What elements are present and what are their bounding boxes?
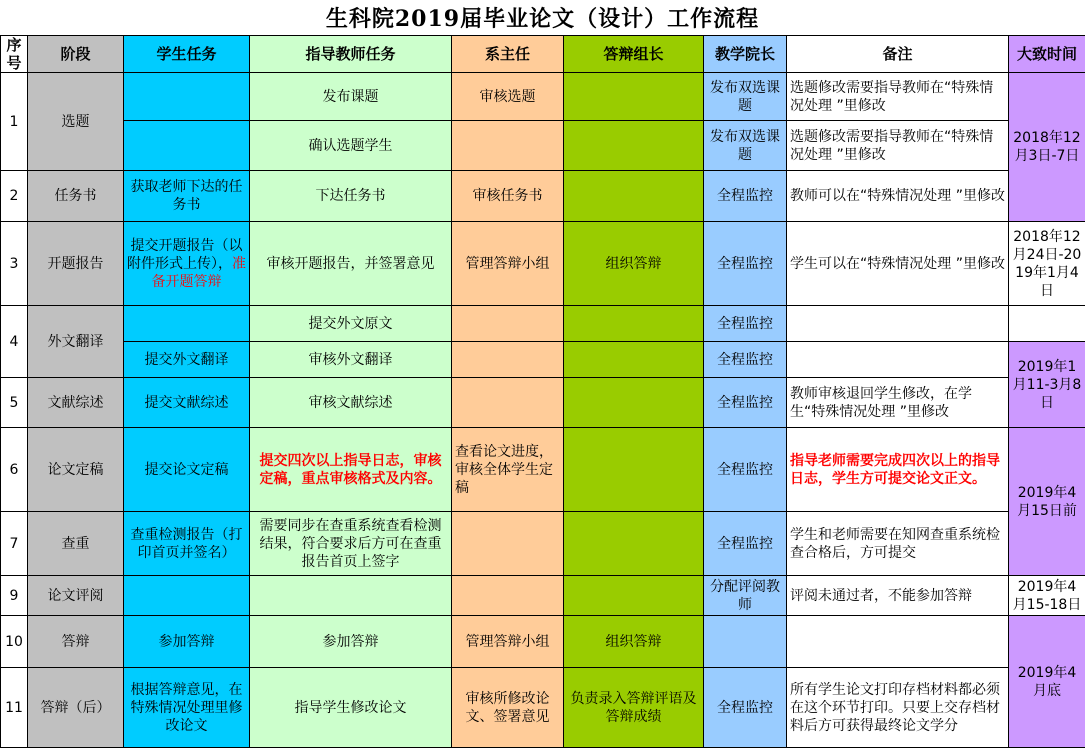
row-num: 6	[1, 428, 28, 512]
header-dept: 系主任	[452, 36, 564, 73]
note: 学生和老师需要在知网查重系统检查合格后，方可提交	[787, 512, 1009, 576]
teacher-task: 参加答辩	[250, 616, 452, 668]
dept-task: 管理答辩小组	[452, 616, 564, 668]
student-task	[124, 576, 250, 616]
dean-task	[704, 616, 787, 668]
teacher-task: 需要同步在查重系统查看检测结果，符合要求后方可在查重报告首页上签字	[250, 512, 452, 576]
dept-task	[452, 378, 564, 428]
dept-task: 审核所修改论文、签署意见	[452, 668, 564, 748]
table-row	[1, 73, 1085, 121]
teacher-task: 提交四次以上指导日志，审核定稿，重点审核格式及内容。	[250, 428, 452, 512]
defense-task	[564, 428, 704, 512]
dept-task: 管理答辩小组	[452, 222, 564, 306]
dean-task: 分配评阅教师	[704, 576, 787, 616]
header-note: 备注	[787, 36, 1009, 73]
defense-task: 组织答辩	[564, 222, 704, 306]
table-row	[1, 222, 1085, 306]
dean-task: 全程监控	[704, 512, 787, 576]
note: 教师可以在“特殊情况处理 ”里修改	[787, 171, 1009, 222]
student-task: 获取老师下达的任务书	[124, 171, 250, 222]
teacher-task: 审核文献综述	[250, 378, 452, 428]
student-task	[124, 306, 250, 342]
time-range: 2018年12月24日-2019年1月4日	[1009, 222, 1085, 306]
dean-task: 发布双选课题	[704, 73, 787, 121]
dean-task: 全程监控	[704, 222, 787, 306]
table-row	[1, 616, 1085, 668]
note	[787, 616, 1009, 668]
workflow-table	[0, 35, 1085, 748]
student-task: 查重检测报告（打印首页并签名）	[124, 512, 250, 576]
time-range: 2019年4月15日前	[1009, 428, 1085, 576]
student-task: 提交论文定稿	[124, 428, 250, 512]
dean-task: 全程监控	[704, 342, 787, 378]
dean-task: 全程监控	[704, 428, 787, 512]
teacher-task: 审核外文翻译	[250, 342, 452, 378]
note	[787, 306, 1009, 342]
row-num: 9	[1, 576, 28, 616]
teacher-task	[250, 576, 452, 616]
row-stage: 选题	[28, 73, 124, 171]
row-stage: 开题报告	[28, 222, 124, 306]
teacher-task: 确认选题学生	[250, 121, 452, 171]
row-stage: 任务书	[28, 171, 124, 222]
defense-task: 负责录入答辩评语及答辩成绩	[564, 668, 704, 748]
teacher-task: 提交外文原文	[250, 306, 452, 342]
note: 选题修改需要指导教师在“特殊情况处理 ”里修改	[787, 73, 1009, 121]
dept-task	[452, 576, 564, 616]
defense-task	[564, 576, 704, 616]
student-task	[124, 222, 250, 306]
note: 评阅未通过者，不能参加答辩	[787, 576, 1009, 616]
header-num: 序号	[1, 36, 28, 73]
row-stage: 答辩（后）	[28, 668, 124, 748]
table-row	[1, 306, 1085, 342]
dept-task	[452, 512, 564, 576]
teacher-task: 下达任务书	[250, 171, 452, 222]
header-row	[1, 36, 1085, 73]
student-task: 根据答辩意见，在特殊情况处理里修改论文	[124, 668, 250, 748]
time-range: 2019年4月15-18日	[1009, 576, 1085, 616]
time-range: 2019年4月底	[1009, 616, 1085, 748]
teacher-task: 指导学生修改论文	[250, 668, 452, 748]
dean-task: 全程监控	[704, 306, 787, 342]
time-range: 2019年1月11-3月8日	[1009, 342, 1085, 428]
student-task: 提交外文翻译	[124, 342, 250, 378]
row-num: 11	[1, 668, 28, 748]
defense-task: 组织答辩	[564, 616, 704, 668]
row-num: 4	[1, 306, 28, 378]
table-row	[1, 668, 1085, 748]
student-task: 参加答辩	[124, 616, 250, 668]
header-dean: 教学院长	[704, 36, 787, 73]
dept-task	[452, 342, 564, 378]
row-stage: 论文定稿	[28, 428, 124, 512]
dean-task: 全程监控	[704, 668, 787, 748]
dean-task: 发布双选课题	[704, 121, 787, 171]
row-num: 2	[1, 171, 28, 222]
note: 选题修改需要指导教师在“特殊情况处理 ”里修改	[787, 121, 1009, 171]
time-range: 2018年12月3日-7日	[1009, 73, 1085, 222]
row-stage: 论文评阅	[28, 576, 124, 616]
page-title: 生科院2019届毕业论文（设计）工作流程	[325, 6, 760, 32]
table-row	[1, 428, 1085, 512]
dept-task: 审核选题	[452, 73, 564, 121]
note: 教师审核退回学生修改，在学生“特殊情况处理 ”里修改	[787, 378, 1009, 428]
table-row	[1, 512, 1085, 576]
teacher-task: 审核开题报告，并签署意见	[250, 222, 452, 306]
note: 所有学生论文打印存档材料都必须在这个环节打印。只要上交存档材料后方可获得最终论文学分	[787, 668, 1009, 748]
header-student: 学生任务	[124, 36, 250, 73]
table-row	[1, 576, 1085, 616]
defense-task	[564, 121, 704, 171]
time-range	[1009, 306, 1085, 342]
table-row	[1, 378, 1085, 428]
dept-task	[452, 306, 564, 342]
row-stage: 答辩	[28, 616, 124, 668]
student-task-text: 提交开题报告（以附件形式上传），	[127, 237, 243, 272]
note: 学生可以在“特殊情况处理 ”里修改	[787, 222, 1009, 306]
row-num: 5	[1, 378, 28, 428]
student-task: 提交文献综述	[124, 378, 250, 428]
row-stage: 外文翻译	[28, 306, 124, 378]
table-row	[1, 171, 1085, 222]
row-num: 3	[1, 222, 28, 306]
table-row	[1, 121, 1085, 171]
defense-task	[564, 342, 704, 378]
row-num: 7	[1, 512, 28, 576]
table-row	[1, 342, 1085, 378]
row-stage: 查重	[28, 512, 124, 576]
dept-task	[452, 121, 564, 171]
defense-task	[564, 73, 704, 121]
dept-task: 审核任务书	[452, 171, 564, 222]
note: 指导老师需要完成四次以上的指导日志，学生方可提交论文正文。	[787, 428, 1009, 512]
defense-task	[564, 306, 704, 342]
row-stage: 文献综述	[28, 378, 124, 428]
teacher-task: 发布课题	[250, 73, 452, 121]
student-task	[124, 121, 250, 171]
row-num: 1	[1, 73, 28, 171]
header-defense: 答辩组长	[564, 36, 704, 73]
header-stage: 阶段	[28, 36, 124, 73]
header-teacher: 指导教师任务	[250, 36, 452, 73]
student-task	[124, 73, 250, 121]
dean-task: 全程监控	[704, 171, 787, 222]
defense-task	[564, 378, 704, 428]
dept-task: 查看论文进度，审核全体学生定稿	[452, 428, 564, 512]
defense-task	[564, 171, 704, 222]
row-num: 10	[1, 616, 28, 668]
header-time: 大致时间	[1009, 36, 1085, 73]
defense-task	[564, 512, 704, 576]
student-task-highlight: 准备开题答辩	[151, 255, 246, 290]
dean-task: 全程监控	[704, 378, 787, 428]
note	[787, 342, 1009, 378]
